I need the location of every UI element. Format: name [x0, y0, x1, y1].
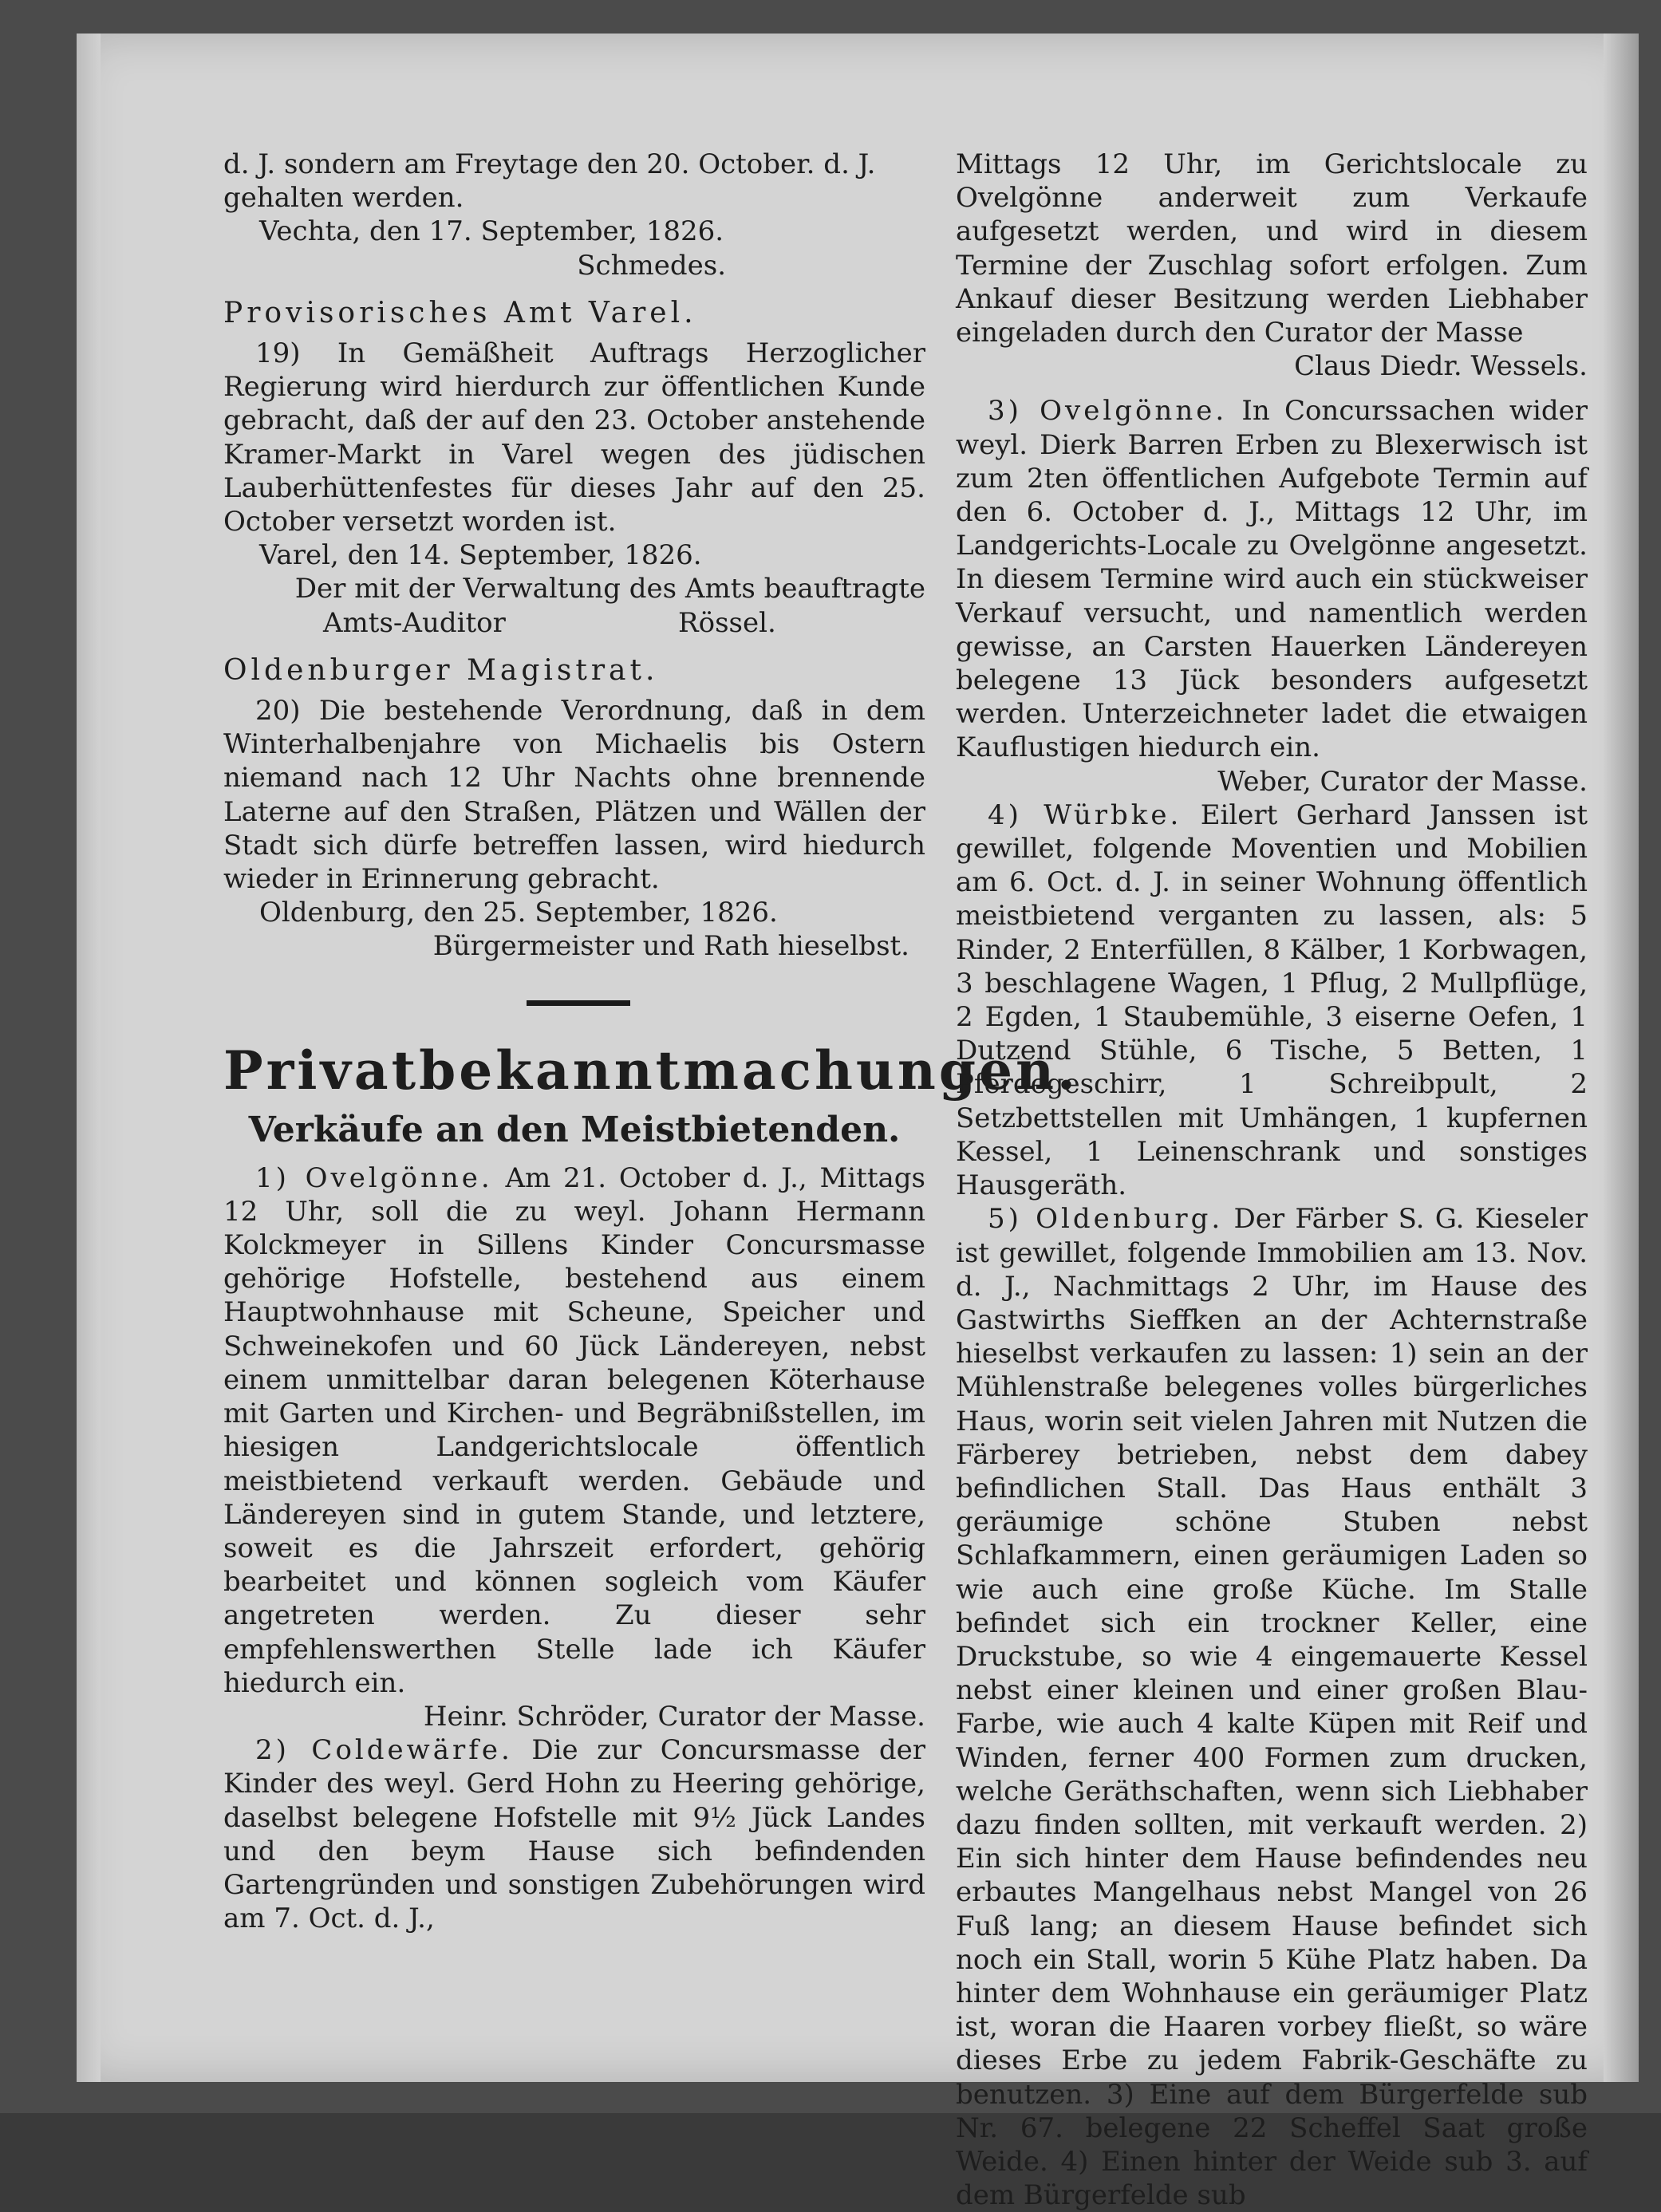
page-gutter-shadow: [77, 34, 101, 2082]
divider-rule: [527, 1000, 630, 1006]
spacer: [956, 383, 1588, 394]
sale-3-place: 3) Ovelgönne.: [988, 395, 1228, 428]
sale-1: [223, 1161, 925, 1700]
sale-4-place: 4) Würbke.: [988, 798, 1182, 831]
sale-1-signature: Heinr. Schröder, Curator der Masse.: [423, 1700, 925, 1733]
oldenburg-signature: Bürgermeister und Rath hieselbst.: [432, 930, 909, 963]
sale-3: [956, 394, 1588, 764]
sale-5: [956, 1202, 1588, 2212]
continuation-text: Mittags 12 Uhr, im Gerichtslocale zu Ovelgönne anderweit zum Verkaufe aufgesetzt werden, und wird in diesem Termine der Zuschlag sofort erfolgen. Zum Ankauf dieser Besitzung werden Liebhaber eingeladen durch den Curator der Masse: [956, 148, 1588, 349]
notice-19: 19) In Gemäßheit Auftrags Herzoglicher Regierung wird hierdurch zur öffentlichen Kunde gebracht, daß der auf den 23. October anstehende Kramer-Markt in Varel wegen des jüdischen Lauberhüttenfestes für dieses Jahr auf den 25. October versetzt worden ist.: [223, 337, 925, 538]
sale-3-text: In Concurssachen wider weyl. Dierk Barren Erben zu Blexerwisch ist zum 2ten öffentlichen Aufgebote Termin auf den 6. October d. J., Mittags 12 Uhr, im Landgerichts-Locale zu Ovelgönne angesetzt. In diesem Termine wird auch ein stückweiser Verkauf versucht, und namentlich werden gewisse, an Carsten Hauerken Ländereyen belegene 13 Jück besonders aufgesetzt werden. Unterzeichneter ladet die etwaigen Kauflustigen hiedurch ein.: [956, 395, 1588, 764]
left-column: [223, 148, 1079, 1935]
oldenburg-office-heading: Oldenburger Magistrat.: [223, 653, 659, 687]
sale-1-place: 1) Ovelgönne.: [255, 1161, 493, 1194]
varel-date: Varel, den 14. September, 1826.: [259, 539, 702, 572]
sale-4-text: Eilert Gerhard Janssen ist gewillet, folgende Moventien und Mobilien am 6. Oct. d. J. in seiner Wohnung öffentlich meistbietend verganten zu lassen, als: 5 Rinder, 2 Enterfüllen, 8 Kälber, 1 Korbwagen, 3 beschlagene Wagen, 1 Pflug, 2 Mullpflüge, 2 Egden, 1 Staubemühle, 3 eiserne Oefen, 1 Dutzend Stühle, 6 Tische, 5 Betten, 1 Pferdegeschirr, 1 Schreibpult, 2 Setzbettstellen mit Umhängen, 1 kupfernen Kessel, 1 Leinenschrank und sonstiges Hausgeräth.: [956, 798, 1588, 1202]
oldenburg-date: Oldenburg, den 25. September, 1826.: [259, 897, 778, 929]
varel-signature-line-1: Der mit der Verwaltung des Amts beauftragte: [294, 573, 925, 605]
sale-4: [956, 798, 1588, 1202]
sale-5-text: Der Färber S. G. Kieseler ist gewillet, folgende Immobilien am 13. Nov. d. J., Nachmittags 2 Uhr, im Hause des Gastwirths Sieffken an der Achternstraße hieselbst verkaufen zu lassen: 1) sein an der Mühlenstraße belegenes volles bürgerliches Haus, worin seit vielen Jahren mit Nutzen die Färberey betrieben, nebst dem dabey befindlichen Stall. Das Haus enthält 3 geräumige schöne Stuben nebst Schlafkammern, einen geräumigen Laden so wie auch eine große Küche. Im Stalle befindet sich ein trockner Keller, eine Druckstube, so wie 4 eingemauerte Kessel nebst einer kleinen und einer großen Blau-Farbe, wie auch 4 kalte Küpen mit Reif und Winden, ferner 400 Formen zum drucken, welche Geräthschaften, wenn sich Liebhaber dazu finden sollten, mit verkauft werden. 2) Ein sich hinter dem Hause befindendes neu erbautes Mangelhaus nebst Mangel von 26 Fuß lang; an diesem Hause befindet sich noch ein Stall, worin 5 Kühe Platz haben. Da hinter dem Wohnhause ein geräumiger Platz ist, woran die Haaren vorbey fließt, so wäre dieses Erbe zu jedem Fabrik-Geschäfte zu benutzen. 3) Eine auf dem Bürgerfelde sub Nr. 67. belegene 22 Scheffel Saat große Weide. 4) Einen hinter der Weide sub 3. auf dem Bürgerfelde sub: [956, 1203, 1588, 2212]
sale-2-place: 2) Coldewärfe.: [255, 1734, 513, 1767]
notice-20: 20) Die bestehende Verordnung, daß in dem Winterhalbenjahre von Michaelis bis Ostern niemand nach 12 Uhr Nachts ohne brennende Laterne auf den Straßen, Plätzen und Wällen der Stadt sich dürfe betreffen lassen, wird hiedurch wieder in Erinnerung gebracht.: [223, 695, 925, 896]
intro-line: d. J. sondern am Freytage den 20. October. d. J.: [223, 148, 876, 180]
sale-2: [223, 1733, 925, 1935]
sale-5-place: 5) Oldenburg.: [988, 1203, 1224, 1236]
section-divider: [223, 964, 925, 1037]
intro-line: gehalten werden.: [223, 182, 464, 215]
vechta-signature: Schmedes.: [577, 249, 726, 282]
sale-3-signature: Weber, Curator der Masse.: [1217, 765, 1588, 798]
page-right-edge: [1604, 34, 1639, 2082]
vechta-date: Vechta, den 17. September, 1826.: [259, 215, 724, 248]
varel-office-heading: Provisorisches Amt Varel.: [223, 296, 697, 329]
sale-2-text: Die zur Concursmasse der Kinder des weyl. Gerd Hohn zu Heering gehörige, daselbst belegene Hofstelle mit 9½ Jück Landes und den beym Hause sich befindenden Gartengründen und sonstigen Zubehörungen wird am 7. Oct. d. J.,: [223, 1734, 925, 1935]
section-heading: Privatbekanntmachungen.: [223, 1039, 1079, 1102]
varel-signature-line-2: Amts-Auditor Rössel.: [323, 606, 776, 639]
right-column: [956, 148, 1588, 2212]
section-subheading: Verkäufe an den Meistbietenden.: [248, 1109, 901, 1150]
sale-1-text: Am 21. October d. J., Mittags 12 Uhr, soll die zu weyl. Johann Hermann Kolckmeyer in Sillens Kinder Concursmasse gehörige Hofstelle, bestehend aus einem Hauptwohnhause mit Scheune, Speicher und Schweinekofen und 60 Jück Ländereyen, nebst einem unmittelbar daran belegenen Köterhause mit Garten und Kirchen- und Begräbnißstellen, im hiesigen Landgerichtslocale öffentlich meistbietend verkauft werden. Gebäude und Ländereyen sind in gutem Stande, und letztere, soweit es die Jahrszeit erfordert, gehörig bearbeitet und können sogleich vom Käufer angetreten werden. Zu dieser sehr empfehlenswerthen Stelle lade ich Käufer hiedurch ein.: [223, 1161, 925, 1699]
continuation-signature: Claus Diedr. Wessels.: [1294, 350, 1588, 383]
